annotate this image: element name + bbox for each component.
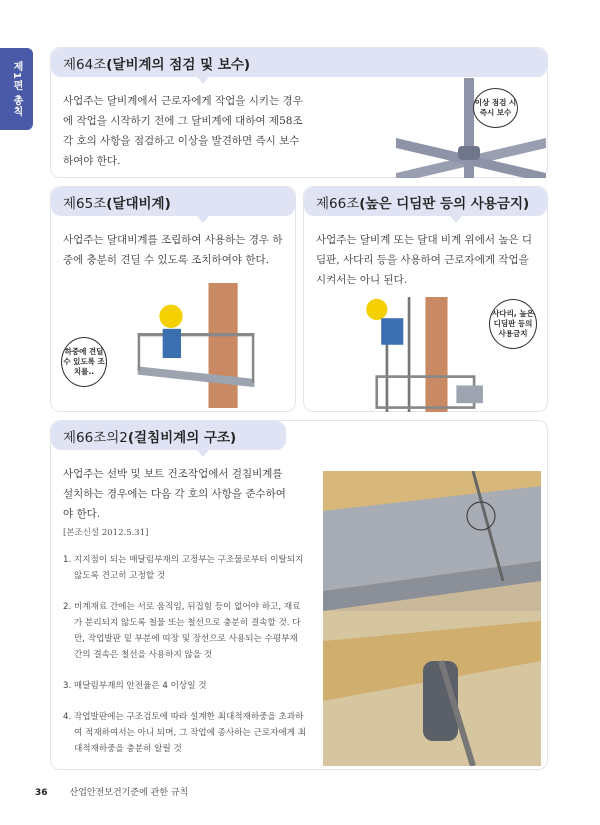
article-65-header <box>51 187 295 216</box>
ladder-prohibited-speech-bubble: 사다리, 높은 디딤판 등의 사용금지 <box>489 299 537 349</box>
load-speech-bubble: 하중에 견딜 수 있도록 조치를.. <box>61 337 107 387</box>
suspended-platform-illustration <box>121 283 271 408</box>
article-66-card <box>303 186 548 412</box>
article-66-2-card <box>50 420 548 770</box>
article-65-card <box>50 186 296 412</box>
scaffold-clamp-illustration <box>396 78 546 178</box>
page-footer <box>35 785 188 798</box>
article-number: 제64조 <box>63 56 107 73</box>
inspection-speech-bubble: 이상 점검 시 즉시 보수 <box>473 88 518 128</box>
chapter-tab[interactable]: 제1편 총칙 <box>0 48 33 130</box>
list-item: 1. 지지점이 되는 매달림부재의 고정부는 구조물로부터 이탈되지 않도록 견고히 고정할 것 <box>63 555 304 581</box>
article-title: (달대비계) <box>106 195 171 212</box>
article-number: 제65조 <box>63 195 107 212</box>
list-item: 4. 작업발판에는 구조검토에 따라 설계한 최대적재하중을 초과하여 적재하여서는 아니 되며, 그 작업에 종사하는 근로자에게 최대적재하중을 충분히 알릴 것 <box>63 712 307 754</box>
article-64-card <box>50 47 548 178</box>
article-64-body: 사업주는 달비계에서 근로자에게 작업을 시키는 경우에 작업을 시작하기 전에 그 달비계에 대하여 제58조 각 호의 사항을 점검하고 이상을 발견하면 즉시 보수하여야 한다. <box>63 95 303 167</box>
article-title: (달비계의 점검 및 보수) <box>106 56 251 73</box>
ladder-on-platform-illustration <box>359 297 483 412</box>
article-66-2-body: 사업주는 선박 및 보트 건조작업에서 걸침비계를 설치하는 경우에는 다음 각 호의 사항을 준수하여야 한다. <box>63 468 286 520</box>
article-title: (걸침비계의 구조) <box>127 429 237 446</box>
article-66-2-header <box>51 421 286 450</box>
amendment-note: [본조신설 2012.5.31] <box>63 528 149 538</box>
requirements-list <box>51 552 319 757</box>
article-number: 제66조의2 <box>63 429 128 446</box>
list-item: 2. 비계재료 간에는 서로 움직임, 뒤집힘 등이 없어야 하고, 재료가 분리되지 않도록 철물 또는 철선으로 충분히 결속할 것. 다만, 작업발판 밑 부분에 띠장 및 장선으로 사용되는 수평부재 간의 결속은 철선을 사용하지 않을 것 <box>63 602 301 660</box>
article-66-body: 사업주는 달비계 또는 달대 비계 위에서 높은 디딤판, 사다리 등을 사용하여 근로자에게 작업을 시켜서는 아니 된다. <box>316 234 533 286</box>
article-66-header <box>304 187 547 216</box>
article-number: 제66조 <box>316 195 360 212</box>
list-item: 3. 매달림부재의 안전율은 4 이상일 것 <box>63 681 207 691</box>
page-number: 36 <box>35 788 48 798</box>
book-title: 산업안전보건기준에 관한 규칙 <box>69 788 189 798</box>
hanging-scaffold-illustration <box>323 471 541 766</box>
article-title: (높은 디딤판 등의 사용금지) <box>359 195 530 212</box>
article-65-body: 사업주는 달대비계를 조립하여 사용하는 경우 하중에 충분히 견딜 수 있도록 조치하여야 한다. <box>63 234 283 266</box>
article-64-header <box>51 48 547 77</box>
